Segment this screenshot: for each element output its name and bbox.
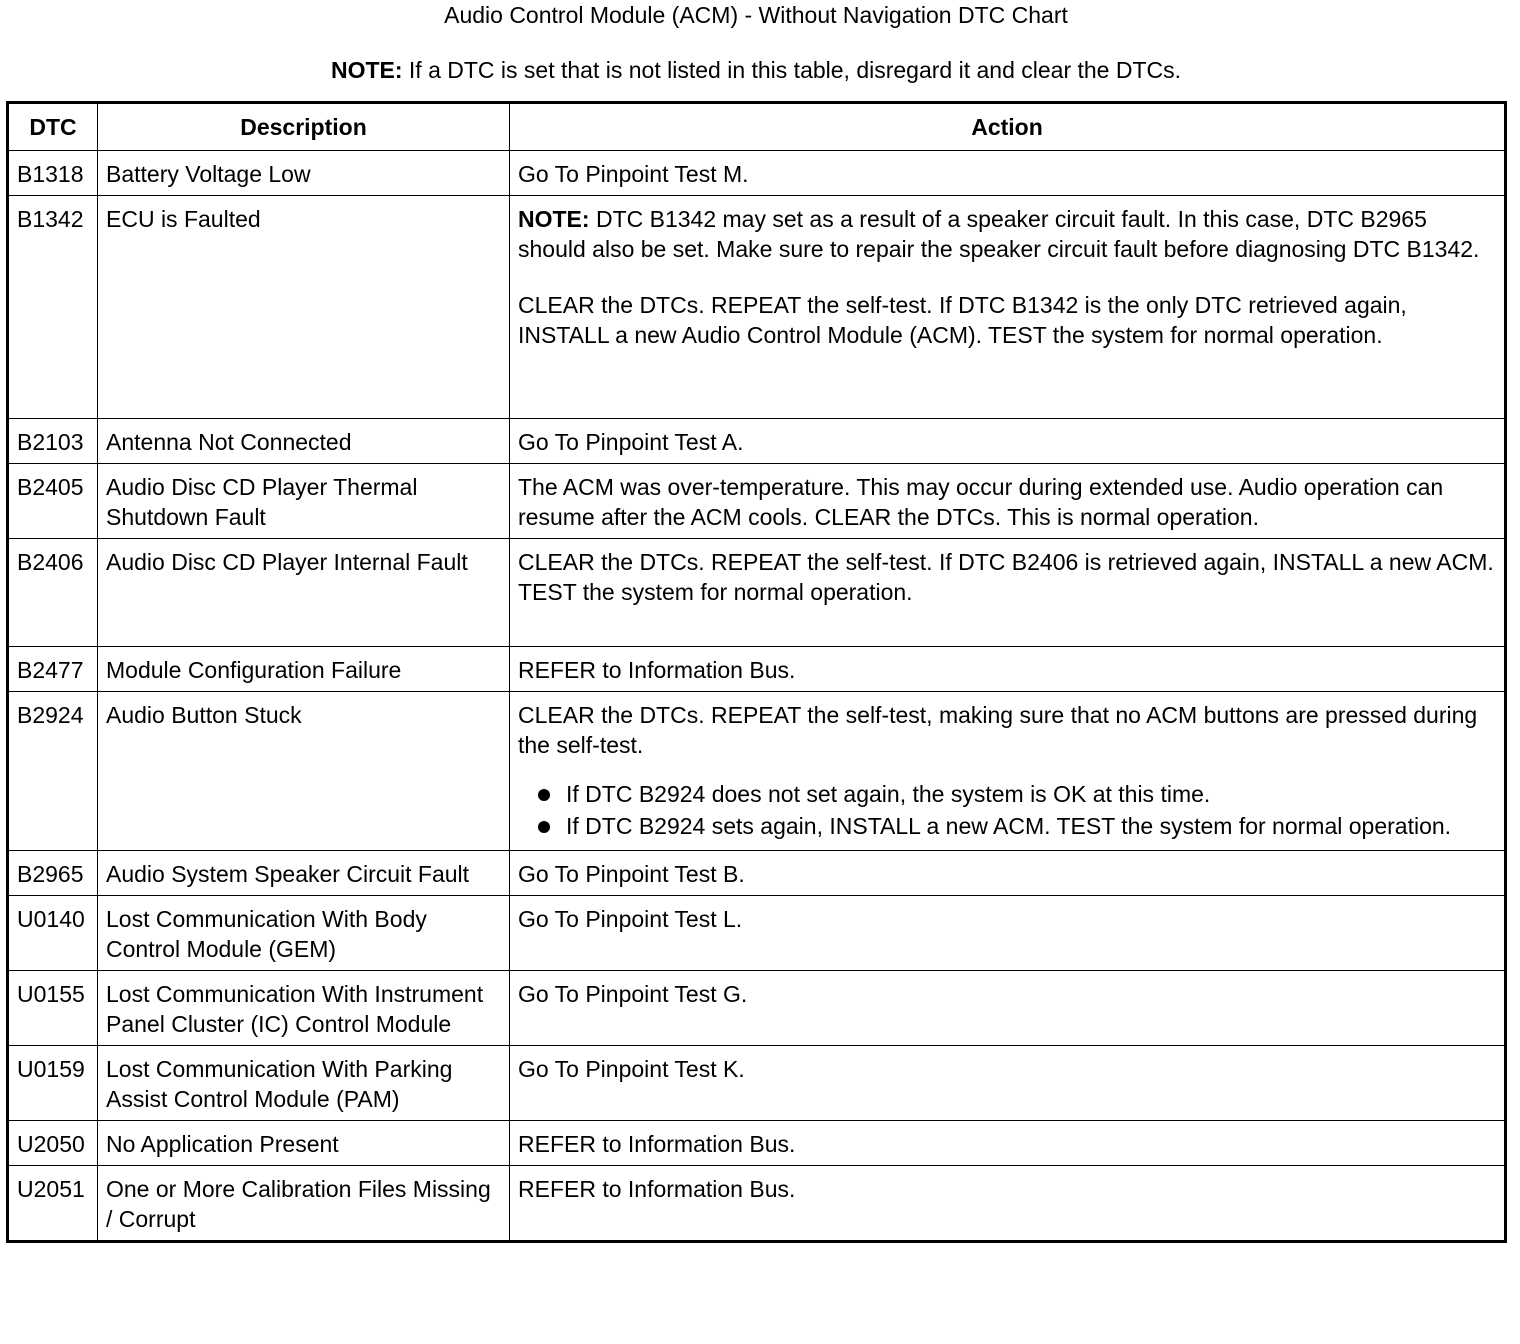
dtc-action: Go To Pinpoint Test G. <box>510 971 1506 1046</box>
action-note-label: NOTE: <box>518 206 590 232</box>
dtc-description: Battery Voltage Low <box>98 151 510 196</box>
dtc-code: B2924 <box>8 692 98 851</box>
action-bullet-list <box>518 780 1497 840</box>
table-row <box>8 196 1506 419</box>
table-row <box>8 692 1506 851</box>
dtc-action: Go To Pinpoint Test A. <box>510 419 1506 464</box>
header-description: Description <box>98 103 510 151</box>
table-row <box>8 1046 1506 1121</box>
dtc-action <box>510 692 1506 851</box>
dtc-description: Lost Communication With Instrument Panel Cluster (IC) Control Module <box>98 971 510 1046</box>
bullet-dot-icon <box>538 789 550 801</box>
dtc-code: U2050 <box>8 1121 98 1166</box>
table-row <box>8 1166 1506 1242</box>
table-row <box>8 419 1506 464</box>
dtc-description: No Application Present <box>98 1121 510 1166</box>
dtc-description: Audio Button Stuck <box>98 692 510 851</box>
action-bullet-text: If DTC B2924 does not set again, the system is OK at this time. <box>566 781 1211 807</box>
dtc-code: B2406 <box>8 539 98 647</box>
table-row <box>8 1121 1506 1166</box>
dtc-code: U2051 <box>8 1166 98 1242</box>
dtc-description: Audio Disc CD Player Internal Fault <box>98 539 510 647</box>
dtc-table <box>6 101 1507 1243</box>
dtc-code: U0140 <box>8 896 98 971</box>
dtc-code: B1342 <box>8 196 98 419</box>
dtc-action: The ACM was over-temperature. This may occur during extended use. Audio operation can resume after the ACM cools. CLEAR the DTCs. This is normal operation. <box>510 464 1506 539</box>
header-action: Action <box>510 103 1506 151</box>
dtc-action: REFER to Information Bus. <box>510 1121 1506 1166</box>
action-bullet <box>518 780 1497 808</box>
action-bullet-text: If DTC B2924 sets again, INSTALL a new ACM. TEST the system for normal operation. <box>566 813 1452 839</box>
table-row <box>8 647 1506 692</box>
action-note <box>518 204 1497 264</box>
dtc-code: U0155 <box>8 971 98 1046</box>
table-row <box>8 896 1506 971</box>
dtc-action <box>510 196 1506 419</box>
table-row <box>8 971 1506 1046</box>
dtc-description: Module Configuration Failure <box>98 647 510 692</box>
dtc-code: B1318 <box>8 151 98 196</box>
action-text: CLEAR the DTCs. REPEAT the self-test, making sure that no ACM buttons are pressed during the self-test. <box>518 702 1478 758</box>
dtc-description: ECU is Faulted <box>98 196 510 419</box>
dtc-action: Go To Pinpoint Test L. <box>510 896 1506 971</box>
dtc-action: Go To Pinpoint Test B. <box>510 851 1506 896</box>
dtc-action: REFER to Information Bus. <box>510 647 1506 692</box>
action-bullet <box>518 812 1497 840</box>
bullet-dot-icon <box>538 821 550 833</box>
dtc-code: B2965 <box>8 851 98 896</box>
dtc-description: One or More Calibration Files Missing / Corrupt <box>98 1166 510 1242</box>
note-label: NOTE: <box>330 57 403 83</box>
table-row <box>8 851 1506 896</box>
dtc-action: REFER to Information Bus. <box>510 1166 1506 1242</box>
dtc-action: Go To Pinpoint Test M. <box>510 151 1506 196</box>
dtc-code: B2103 <box>8 419 98 464</box>
dtc-action: Go To Pinpoint Test K. <box>510 1046 1506 1121</box>
dtc-code: U0159 <box>8 1046 98 1121</box>
dtc-description: Lost Communication With Body Control Module (GEM) <box>98 896 510 971</box>
table-note <box>0 56 1512 84</box>
action-note-text: DTC B1342 may set as a result of a speaker circuit fault. In this case, DTC B2965 should also be set. Make sure to repair the speaker circuit fault before diagnosing DTC B1342. <box>518 206 1480 262</box>
table-row <box>8 539 1506 647</box>
note-text: If a DTC is set that is not listed in this table, disregard it and clear the DTCs. <box>402 57 1182 83</box>
page-title: Audio Control Module (ACM) - Without Navigation DTC Chart <box>444 2 1068 28</box>
header-dtc: DTC <box>8 103 98 151</box>
dtc-code: B2477 <box>8 647 98 692</box>
table-header-row <box>8 103 1506 151</box>
dtc-description: Audio Disc CD Player Thermal Shutdown Fault <box>98 464 510 539</box>
dtc-action: CLEAR the DTCs. REPEAT the self-test. If DTC B2406 is retrieved again, INSTALL a new ACM. TEST the system for normal operation. <box>510 539 1506 647</box>
dtc-description: Antenna Not Connected <box>98 419 510 464</box>
dtc-description: Lost Communication With Parking Assist Control Module (PAM) <box>98 1046 510 1121</box>
action-text: CLEAR the DTCs. REPEAT the self-test. If DTC B1342 is the only DTC retrieved again, INSTALL a new Audio Control Module (ACM). TEST the system for normal operation. <box>518 292 1407 348</box>
table-row <box>8 464 1506 539</box>
dtc-description: Audio System Speaker Circuit Fault <box>98 851 510 896</box>
dtc-code: B2405 <box>8 464 98 539</box>
table-row <box>8 151 1506 196</box>
